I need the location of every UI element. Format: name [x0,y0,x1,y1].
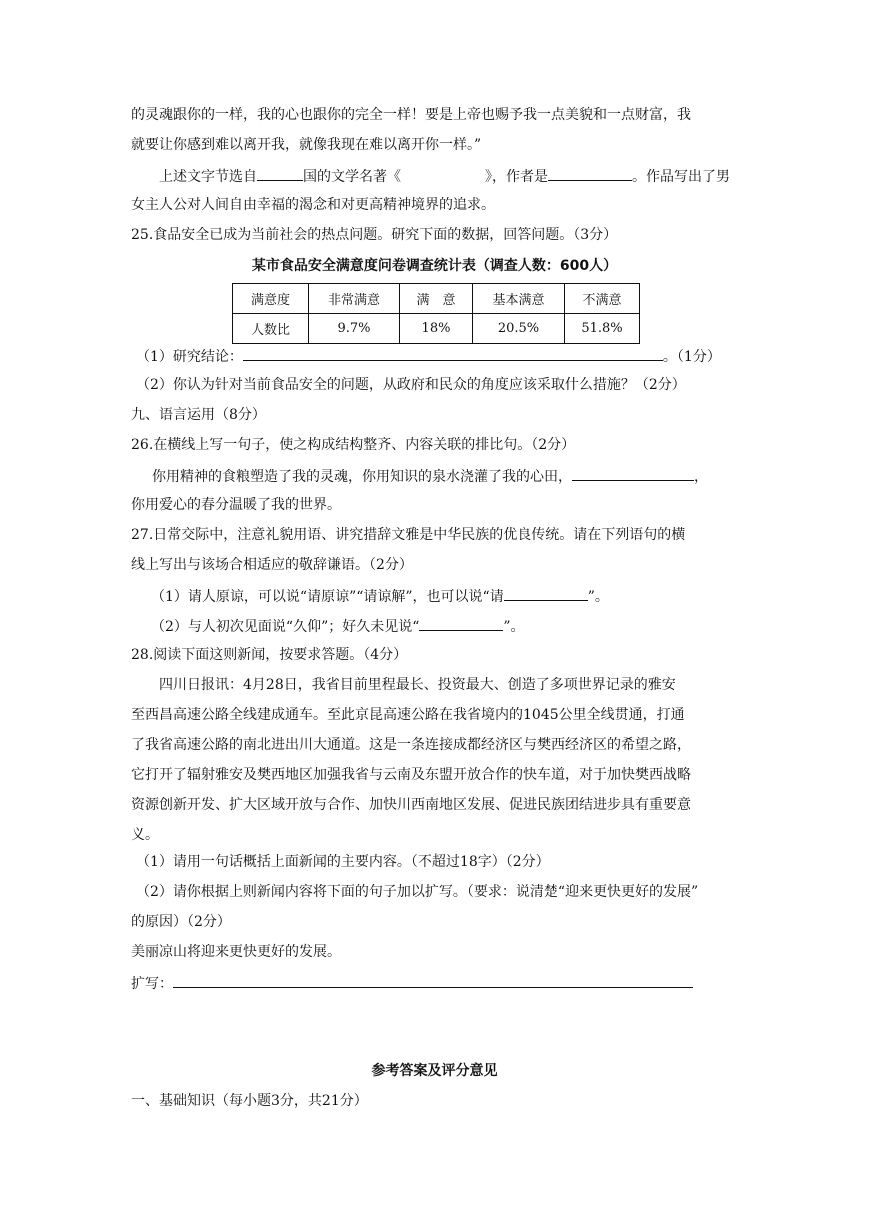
answer-blank[interactable] [173,972,693,988]
text-line: 扩写： [131,972,741,994]
question-25: 25.食品安全已成为当前社会的热点问题。研究下面的数据，回答问题。（3分） [131,227,618,243]
text-line: 女主人公对人间自由幸福的渴念和对更高精神境界的追求。 [131,197,495,213]
table-cell: 9.7% [309,314,400,344]
text-line: 的原因）（2分） [131,914,231,930]
fill-blank[interactable] [548,165,632,181]
table-header-cell: 非常满意 [309,284,400,314]
table-cell: 18% [400,314,473,344]
table-cell: 51.8% [565,314,640,344]
answer-blank[interactable] [243,345,663,361]
section-heading: 一、基础知识（每小题3分，共21分） [131,1093,368,1109]
text-line: 至西昌高速公路全线建成通车。至此京昆高速公路在我省境内的1045公里全线贯通，打通 [131,707,685,723]
text-line: 四川日报讯：4月28日，我省目前里程最长、投资最大、创造了多项世界记录的雅安 [159,677,676,693]
table-header-cell: 不满意 [565,284,640,314]
table-cell: 20.5% [473,314,565,344]
table-cell: 人数比 [233,314,309,344]
text-line: （1）请用一句话概括上面新闻的主要内容。（不超过18字）（2分） [136,854,550,870]
answer-key-title: 参考答案及评分意见 [371,1063,498,1079]
table-header-cell: 满意度 [233,284,309,314]
table-header-cell: 满 意 [400,284,473,314]
text-line: 就要让你感到难以离开我，就像我现在难以离开你一样。” [131,137,482,153]
text-line: 它打开了辐射雅安及樊西地区加强我省与云南及东盟开放合作的快车道，对于加快樊西战略 [131,767,691,783]
text-line: 资源创新开发、扩大区域开放与合作、加快川西南地区发展、促进民族团结进步具有重要意 [131,797,691,813]
text-line: 美丽凉山将迎来更快更好的发展。 [131,944,341,960]
question-28: 28.阅读下面这则新闻，按要求答题。（4分） [131,647,408,663]
section-heading: 九、语言运用（8分） [131,407,266,423]
question-27: 27.日常交际中，注意礼貌用语、讲究措辞文雅是中华民族的优良传统。请在下列语句的横 [131,527,686,543]
text-line: 了我省高速公路的南北进出川大通道。这是一条连接成都经济区与樊西经济区的希望之路， [131,737,691,753]
survey-table [232,283,640,344]
answer-blank[interactable] [504,585,588,601]
table-header-cell: 基本满意 [473,284,565,314]
text-line: 的灵魂跟你的一样，我的心也跟你的完全一样！要是上帝也赐予我一点美貌和一点财富，我 [131,107,691,123]
table-row [233,284,640,314]
text-line: 你用爱心的春分温暖了我的世界。 [131,497,341,513]
table-title: 某市食品安全满意度问卷调查统计表（调查人数：600人） [251,258,618,274]
text-line: （2）与人初次见面说“久仰”；好久未见说“ ”。 [151,615,761,637]
table-row [233,314,640,344]
question-26: 26.在横线上写一句子，使之构成结构整齐、内容关联的排比句。（2分） [131,437,576,453]
text-line: 义。 [131,827,159,843]
text-line: （1）请人原谅，可以说“请原谅”“请谅解”，也可以说“请 ”。 [151,585,761,607]
text-line: 你用精神的食粮塑造了我的灵魂，你用知识的泉水浇灌了我的心田， ， [152,465,762,487]
text-line: 上述文字节选自 国的文学名著《 》，作者是 。作品写出了男 [159,165,769,187]
text-line: （1）研究结论： 。（1分） [136,345,746,367]
answer-blank[interactable] [419,615,503,631]
text-line: （2）请你根据上则新闻内容将下面的句子加以扩写。（要求：说清楚“迎来更快更好的发展” [136,884,699,900]
text-line: 线上写出与该场合相适应的敬辞谦语。（2分） [131,557,413,573]
fill-blank[interactable] [257,165,303,181]
text-line: （2）你认为针对当前食品安全的问题，从政府和民众的角度应该采取什么措施？（2分） [136,377,686,393]
answer-blank[interactable] [572,465,694,481]
